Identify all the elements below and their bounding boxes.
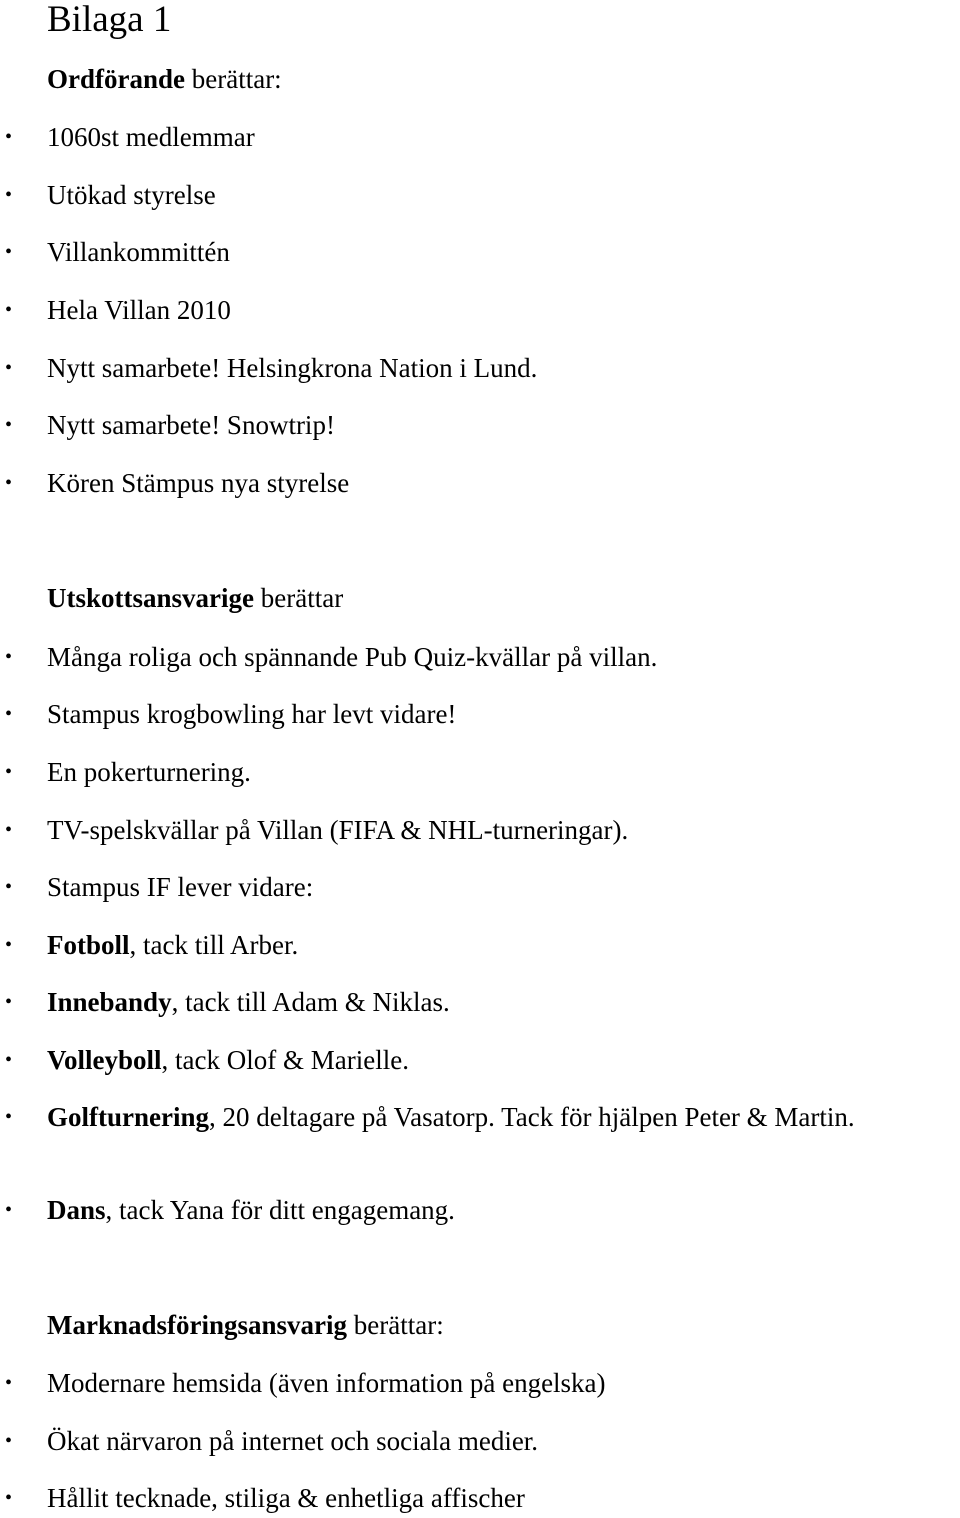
item-bold: Golfturnering [47,1102,209,1132]
item-bold: Fotboll [47,930,130,960]
list-item [5,985,959,1019]
section-heading-marknadsforingsansvarig [47,1308,444,1342]
bullet-icon: • [5,1430,13,1452]
bullet-icon: • [5,1372,13,1394]
item-text: Modernare hemsida (även information på engelska) [47,1368,606,1398]
bullet-icon: • [5,761,13,783]
item-text: Kören Stämpus nya styrelse [47,468,350,498]
list-item [5,1424,959,1458]
item-bold: Volleyboll [47,1045,162,1075]
heading-rest: berättar: [185,64,282,94]
list-item [5,697,959,731]
item-bold: Dans [47,1195,106,1225]
bullet-icon: • [5,819,13,841]
list-item [5,351,959,385]
section-heading-utskottsansvarige [47,581,343,615]
item-text: Hela Villan 2010 [47,295,231,325]
item-text: 1060st medlemmar [47,122,255,152]
bullet-icon: • [5,241,13,263]
bullet-icon: • [5,991,13,1013]
bullet-icon: • [5,1049,13,1071]
list-item [5,870,959,904]
bullet-icon: • [5,703,13,725]
item-text: Nytt samarbete! Helsingkrona Nation i Lund. [47,353,538,383]
item-bold: Innebandy [47,987,172,1017]
list-item [5,1043,959,1077]
item-text: Stampus IF lever vidare: [47,872,314,902]
list-item [5,928,959,962]
bullet-icon: • [5,472,13,494]
section-heading-ordforande [47,62,282,96]
bullet-icon: • [5,184,13,206]
list-item [5,1193,959,1227]
list-item [5,120,959,154]
item-text: Villankommittén [47,237,230,267]
list-item [5,178,959,212]
item-text: , tack till Arber. [129,930,299,960]
item-text: Utökad styrelse [47,180,216,210]
bullet-icon: • [5,876,13,898]
item-text: , 20 deltagare på Vasatorp. Tack för hjälpen Peter & Martin. [209,1102,855,1132]
list-item [5,640,959,674]
heading-rest: berättar: [347,1310,444,1340]
list-item [5,1100,957,1134]
item-text: , tack Yana för ditt engagemang. [105,1195,455,1225]
item-text: Många roliga och spännande Pub Quiz-kvällar på villan. [47,642,658,672]
bullet-icon: • [5,646,13,668]
document-title: Bilaga 1 [47,0,172,40]
bullet-icon: • [5,357,13,379]
item-text: En pokerturnering. [47,757,251,787]
list-item [5,293,959,327]
heading-rest: berättar [254,583,344,613]
item-text: TV-spelskvällar på Villan (FIFA & NHL-turneringar). [47,815,629,845]
item-text: Nytt samarbete! Snowtrip! [47,410,335,440]
heading-bold: Utskottsansvarige [47,583,254,613]
list-item [5,466,959,500]
heading-bold: Marknadsföringsansvarig [47,1310,348,1340]
item-text: , tack till Adam & Niklas. [171,987,450,1017]
item-text: Ökat närvaron på internet och sociala medier. [47,1426,539,1456]
list-item [5,813,959,847]
list-item [5,408,959,442]
bullet-icon: • [5,934,13,956]
list-item [5,755,959,789]
bullet-icon: • [5,126,13,148]
bullet-icon: • [5,1487,13,1509]
bullet-icon: • [5,1199,13,1221]
item-text: Stampus krogbowling har levt vidare! [47,699,457,729]
list-item [5,235,959,269]
bullet-icon: • [5,1106,13,1128]
bullet-icon: • [5,299,13,321]
bullet-icon: • [5,414,13,436]
item-text: Hållit tecknade, stiliga & enhetliga affischer [47,1483,525,1513]
list-item [5,1481,959,1515]
list-item [5,1366,959,1400]
item-text: , tack Olof & Marielle. [161,1045,409,1075]
heading-bold: Ordförande [47,64,185,94]
